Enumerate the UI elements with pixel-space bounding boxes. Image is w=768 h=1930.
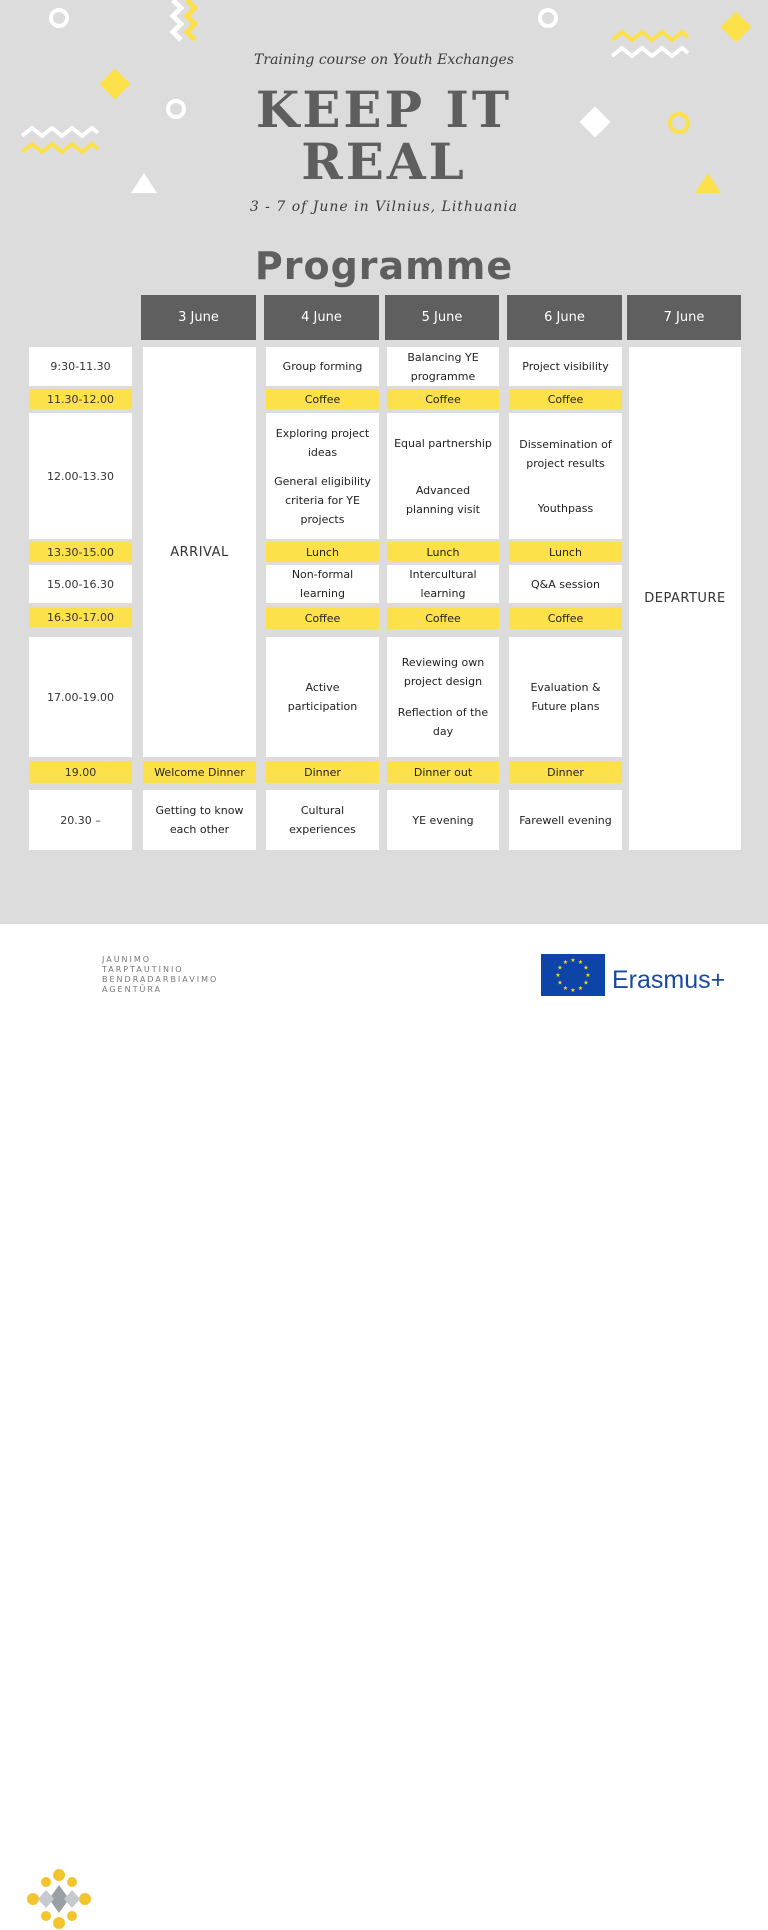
time-slot: 17.00-19.00	[29, 637, 132, 757]
session-intercultural: Intercultural learning	[387, 565, 499, 603]
coffee-break: Coffee	[266, 389, 379, 409]
time-slot: 15.00-16.30	[29, 565, 132, 603]
session-block	[509, 413, 622, 539]
session-non-formal: Non-formal learning	[266, 565, 379, 603]
time-slot: 16.30-17.00	[29, 607, 132, 627]
svg-text:★: ★	[585, 972, 591, 979]
diamond-icon	[720, 11, 751, 42]
session-equal-partnership: Equal partnership	[394, 436, 492, 450]
time-slot: 13.30-15.00	[29, 542, 132, 562]
arrival-block: ARRIVAL	[143, 347, 256, 757]
course-title-line1: KEEP IT	[255, 80, 513, 139]
course-subtitle: Training course on Youth Exchanges	[254, 52, 514, 68]
circle-outline-icon	[538, 8, 558, 28]
dinner-out: Dinner out	[387, 761, 499, 783]
day-header: 3 June	[141, 295, 256, 340]
departure-block: DEPARTURE	[629, 347, 741, 850]
coffee-break: Coffee	[509, 607, 622, 629]
lunch-break: Lunch	[387, 542, 499, 562]
dinner: Dinner	[509, 761, 622, 783]
course-title-line2: REAL	[301, 132, 467, 191]
session-eligibility: General eligibility criteria for YE projects	[274, 474, 371, 526]
svg-text:★: ★	[583, 979, 589, 987]
svg-text:★: ★	[577, 959, 584, 966]
day-header: 5 June	[385, 295, 499, 340]
session-block	[387, 637, 499, 757]
circle-outline-icon	[49, 8, 69, 28]
dinner: Dinner	[266, 761, 379, 783]
session-reviewing-design: Reviewing own project design	[401, 656, 485, 688]
svg-text:★: ★	[562, 959, 569, 966]
session-dissemination: Dissemination of project results	[519, 437, 612, 470]
session-balancing: Balancing YE programme	[387, 347, 499, 386]
lunch-break: Lunch	[266, 542, 379, 562]
coffee-break: Coffee	[266, 607, 379, 629]
programme-heading: Programme	[254, 244, 514, 288]
svg-text:★: ★	[562, 985, 569, 992]
svg-text:★: ★	[583, 964, 589, 972]
erasmus-logo: Erasmus+	[612, 966, 726, 994]
poster	[0, 0, 768, 924]
day-header: 4 June	[264, 295, 379, 340]
session-active-participation: Active participation	[266, 637, 379, 757]
session-visibility: Project visibility	[509, 347, 622, 386]
session-youthpass: Youthpass	[537, 501, 594, 515]
svg-text:★: ★	[557, 964, 563, 972]
coffee-break: Coffee	[387, 389, 499, 409]
svg-text:★: ★	[570, 957, 576, 964]
session-evaluation: Evaluation & Future plans	[509, 637, 622, 757]
svg-text:★: ★	[577, 985, 584, 992]
session-cultural: Cultural experiences	[266, 790, 379, 850]
session-block	[266, 413, 379, 539]
time-slot: 20.30 –	[29, 790, 132, 850]
time-slot: 12.00-13.30	[29, 413, 132, 539]
zigzag-vertical-icon	[165, 0, 207, 46]
time-slot: 9:30-11.30	[29, 347, 132, 386]
day-header: 7 June	[627, 295, 741, 340]
lunch-break: Lunch	[509, 542, 622, 562]
session-getting-to-know: Getting to know each other	[143, 790, 256, 850]
coffee-break: Coffee	[509, 389, 622, 409]
svg-text:★: ★	[557, 979, 563, 987]
day-header: 6 June	[507, 295, 622, 340]
coffee-break: Coffee	[387, 607, 499, 629]
course-dates: 3 - 7 of June in Vilnius, Lithuania	[249, 199, 519, 215]
session-ye-evening: YE evening	[387, 790, 499, 850]
welcome-dinner: Welcome Dinner	[143, 761, 256, 783]
session-exploring-ideas: Exploring project ideas	[275, 426, 370, 459]
session-qa: Q&A session	[509, 565, 622, 603]
session-apv: Advanced planning visit	[406, 483, 480, 516]
session-group-forming: Group forming	[266, 347, 379, 386]
agency-logo-icon	[26, 1868, 92, 1930]
svg-text:★: ★	[570, 987, 576, 994]
session-reflection: Reflection of the day	[397, 706, 489, 738]
session-block	[387, 413, 499, 539]
time-slot: 11.30-12.00	[29, 389, 132, 409]
agency-name: JAUNIMO TARPTAUTINIO BENDRADARBIAVIMO AGENTŪRA	[102, 955, 219, 994]
svg-text:★: ★	[555, 972, 561, 979]
time-slot: 19.00	[29, 761, 132, 783]
session-farewell: Farewell evening	[509, 790, 622, 850]
eu-flag-icon	[541, 954, 605, 996]
